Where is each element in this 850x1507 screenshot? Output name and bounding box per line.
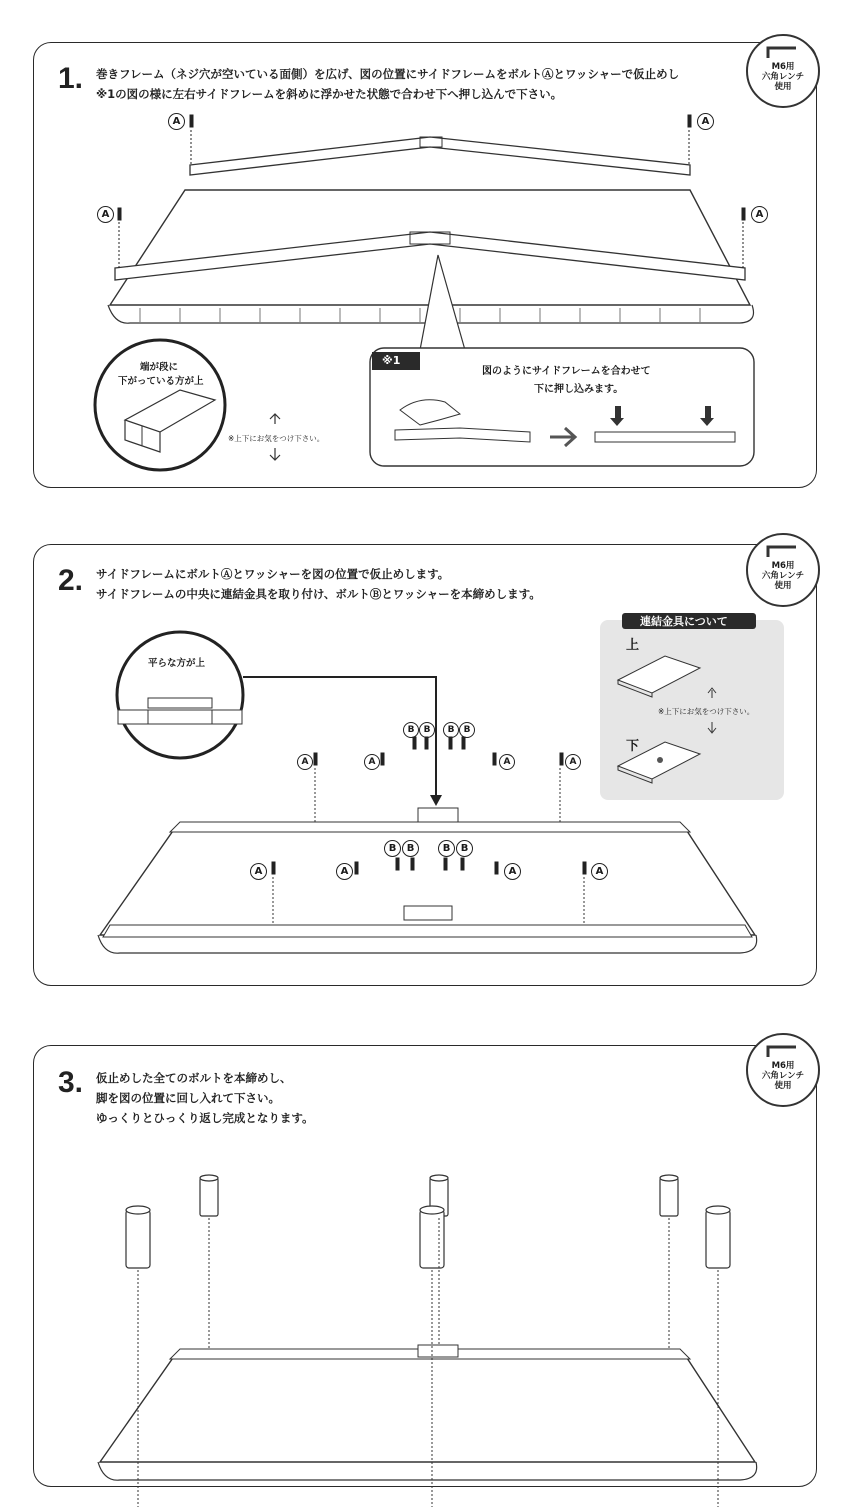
bolt-b-label: B bbox=[384, 840, 401, 857]
badge-line-1: M6用 bbox=[771, 561, 795, 571]
step-3-line-3: ゆっくりとひっくり返し完成となります。 bbox=[96, 1111, 314, 1125]
zoom-callout-line-2: 下がっている方が上 bbox=[118, 376, 204, 387]
badge-line-3: 使用 bbox=[774, 1081, 792, 1091]
bracket-note: ※上下にお気をつけ下さい。 bbox=[658, 707, 755, 716]
bracket-box-title: 連結金具について bbox=[640, 615, 728, 628]
note-line-2: 下に押し込みます。 bbox=[534, 384, 624, 395]
bolt-a-label: A bbox=[499, 754, 515, 770]
bolt-a-label: A bbox=[336, 863, 353, 880]
bolt-a-label: A bbox=[168, 113, 185, 130]
step-3-line-1: 仮止めした全てのボルトを本締めし、 bbox=[96, 1071, 292, 1085]
step-1-number: 1. bbox=[58, 62, 84, 95]
badge-line-1: M6用 bbox=[771, 62, 795, 72]
note-line-1: 図のようにサイドフレームを合わせて bbox=[482, 366, 651, 377]
bolt-a-label: A bbox=[97, 206, 114, 223]
step-3-line-2: 脚を図の位置に回し入れて下さい。 bbox=[96, 1091, 280, 1105]
bolt-b-label: B bbox=[438, 840, 455, 857]
step-1-line-2: ※1の図の様に左右サイドフレームを斜めに浮かせた状態で合わせ下へ押し込んで下さい。 bbox=[96, 87, 563, 101]
orientation-note: ※上下にお気をつけ下さい。 bbox=[228, 434, 325, 443]
flat-side-up-callout: 平らな方が上 bbox=[148, 658, 206, 669]
badge-line-3: 使用 bbox=[774, 581, 792, 591]
bolt-a-label: A bbox=[364, 754, 380, 770]
bolt-b-label: B bbox=[403, 722, 419, 738]
bracket-top-label: 上 bbox=[626, 638, 640, 653]
badge-line-2: 六角レンチ bbox=[761, 1071, 805, 1081]
bolt-a-label: A bbox=[697, 113, 714, 130]
badge-line-2: 六角レンチ bbox=[761, 571, 805, 581]
bolt-a-label: A bbox=[297, 754, 313, 770]
bolt-a-label: A bbox=[250, 863, 267, 880]
step-2-line-1: サイドフレームにボルトⒶとワッシャーを図の位置で仮止めします。 bbox=[96, 567, 450, 581]
bracket-bottom-label: 下 bbox=[626, 739, 640, 754]
badge-line-1: M6用 bbox=[771, 1061, 795, 1071]
bolt-a-label: A bbox=[751, 206, 768, 223]
badge-line-3: 使用 bbox=[774, 82, 792, 92]
bolt-b-label: B bbox=[459, 722, 475, 738]
bolt-a-label: A bbox=[565, 754, 581, 770]
bolt-b-label: B bbox=[419, 722, 435, 738]
bolt-a-label: A bbox=[504, 863, 521, 880]
note-tag: ※1 bbox=[382, 354, 401, 367]
bolt-a-label: A bbox=[591, 863, 608, 880]
zoom-callout-line-1: 端が段に bbox=[140, 362, 179, 373]
step-3-number: 3. bbox=[58, 1066, 84, 1099]
step-1-line-1: 巻きフレーム（ネジ穴が空いている面側）を広げ、図の位置にサイドフレームをボルトⒶとワッシャーで仮止めし bbox=[96, 67, 680, 81]
badge-line-2: 六角レンチ bbox=[761, 72, 805, 82]
bolt-b-label: B bbox=[402, 840, 419, 857]
bolt-b-label: B bbox=[443, 722, 459, 738]
step-2-line-2: サイドフレームの中央に連結金具を取り付け、ボルトⒷとワッシャーを本締めします。 bbox=[96, 587, 541, 601]
step-2-number: 2. bbox=[58, 564, 84, 597]
bolt-b-label: B bbox=[456, 840, 473, 857]
